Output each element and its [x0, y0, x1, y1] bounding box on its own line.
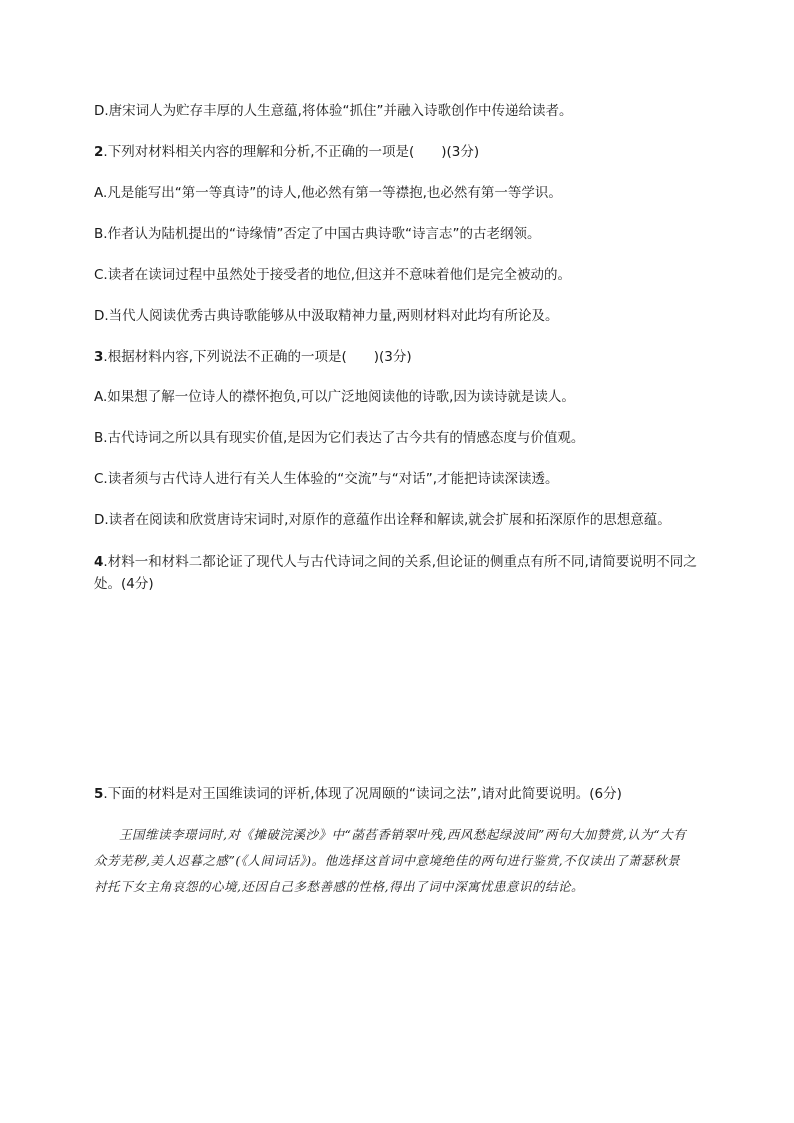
question-2	[94, 142, 479, 162]
question-number: 2	[94, 144, 104, 160]
option-3b: B.古代诗词之所以具有现实价值,是因为它们表达了古今共有的情感态度与价值观。	[94, 430, 585, 446]
option-1d: D.唐宋词人为贮存丰厚的人生意蕴,将体验“抓住”并融入诗歌创作中传递给读者。	[94, 103, 573, 119]
question-number: 3	[94, 349, 104, 365]
option-2b: B.作者认为陆机提出的“诗缘情”否定了中国古典诗歌“诗言志”的古老纲领。	[94, 226, 541, 242]
question-text: .材料一和材料二都论证了现代人与古代诗词之间的关系,但论证的侧重点有所不同,请简要说明不同之处。(4分)	[94, 554, 697, 592]
option-2a: A.凡是能写出“第一等真诗”的诗人,他必然有第一等襟抱,也必然有第一等学识。	[94, 185, 562, 201]
question-3	[94, 347, 412, 367]
question-number: 4	[94, 554, 104, 570]
option-3a: A.如果想了解一位诗人的襟怀抱负,可以广泛地阅读他的诗歌,因为读诗就是读人。	[94, 389, 575, 405]
option-3c: C.读者须与古代诗人进行有关人生体验的“交流”与“对话”,才能把诗读深读透。	[94, 471, 559, 487]
question-text: .根据材料内容,下列说法不正确的一项是( )(3分)	[103, 349, 412, 365]
option-3d: D.读者在阅读和欣赏唐诗宋词时,对原作的意蕴作出诠释和解读,就会扩展和拓深原作的思想意蕴。	[94, 512, 671, 528]
question-5	[94, 784, 622, 804]
option-2c: C.读者在读词过程中虽然处于接受者的地位,但这并不意味着他们是完全被动的。	[94, 267, 572, 283]
excerpt-passage: 王国维读李璟词时,对《摊破浣溪沙》中“菡萏香销翠叶残,西风愁起绿波间”两句大加赞赏,认为“大有众芳芜秽,美人迟暮之感”(《人间词话》)。他选择这首词中意境绝佳的两句进行鉴赏,不仅读出了萧瑟秋景衬托下女主角哀怨的心境,还因自己多愁善感的性格,得出了词中深寓忧患意识的结论。	[94, 827, 687, 894]
question-4	[94, 551, 704, 595]
question-text: .下面的材料是对王国维读词的评析,体现了况周颐的“读词之法”,请对此简要说明。(6分)	[103, 786, 622, 802]
option-2d: D.当代人阅读优秀古典诗歌能够从中汲取精神力量,两则材料对此均有所论及。	[94, 308, 559, 324]
question-number: 5	[94, 786, 104, 802]
question-text: .下列对材料相关内容的理解和分析,不正确的一项是( )(3分)	[103, 144, 480, 160]
